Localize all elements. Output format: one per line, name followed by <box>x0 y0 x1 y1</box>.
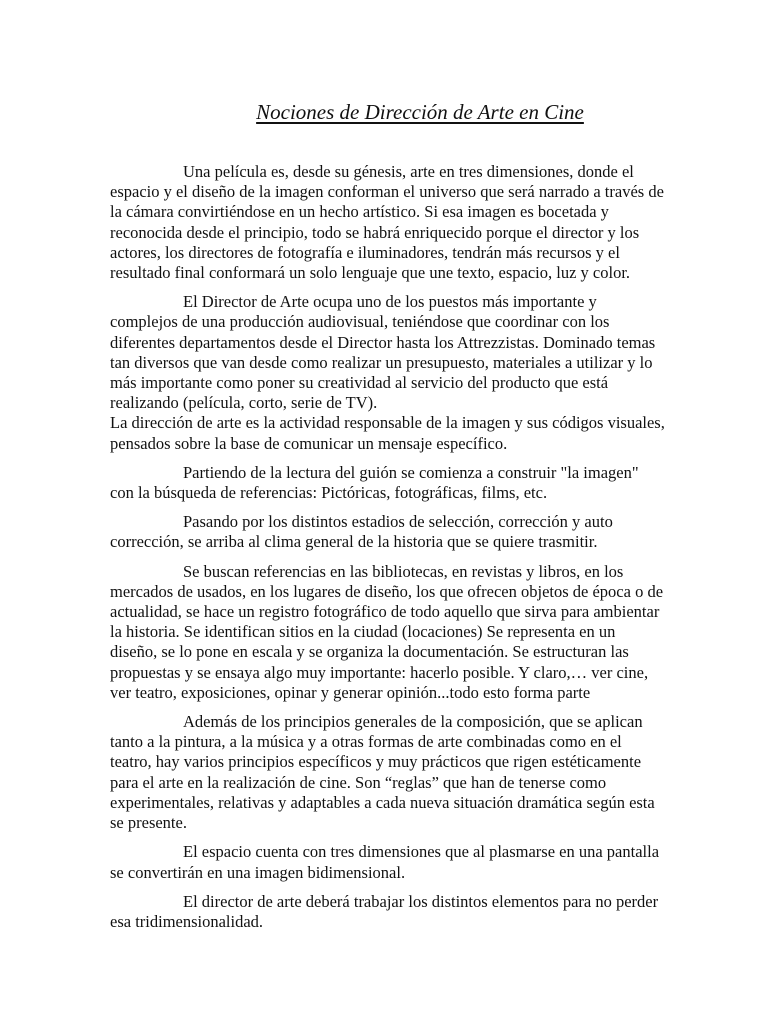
paragraph <box>110 292 665 454</box>
paragraph: Pasando por los distintos estadios de selección, corrección y auto corrección, se arriba al clima general de la historia que se quiere trasmitir. <box>110 512 613 552</box>
paragraph-text: El Director de Arte ocupa uno de los puestos más importante y complejos de una producción audiovisual, teniéndose que coordinar con los diferentes departamentos desde el Director hasta los Attrezzistas. Dominado temas tan diversos que van desde como realizar un presupuesto, materiales a utilizar y lo más importante como poner su creatividad al servicio del producto que está realizando (película, corto, serie de TV). <box>110 292 656 413</box>
paragraph: El espacio cuenta con tres dimensiones que al plasmarse en una pantalla se convertirán en una imagen bidimensional. <box>110 842 660 882</box>
paragraph: El director de arte deberá trabajar los distintos elementos para no perder esa tridimensionalidad. <box>110 891 659 931</box>
document-title: Nociones de Dirección de Arte en Cine <box>256 100 584 124</box>
document-body <box>110 162 665 941</box>
paragraph: Partiendo de la lectura del guión se comienza a construir "la imagen" con la búsqueda de referencias: Pictóricas, fotográficas, films, etc. <box>110 462 639 503</box>
paragraph-continuation: La dirección de arte es la actividad responsable de la imagen y sus códigos visuales, pensados sobre la base de comunicar un mensaje específico. <box>110 413 665 453</box>
paragraph: Una película es, desde su génesis, arte en tres dimensiones, donde el espacio y el diseño de la imagen conforman el universo que será narrado a través de la cámara convirtiéndose en un hecho artístico. Si esa imagen es bocetada y reconocida desde el principio, todo se habrá enriquecido porque el director y los actores, los directores de fotografía e iluminadores, tendrán más recursos y el resultado final conformará un solo lenguaje que une texto, espacio, luz y color. <box>110 162 664 283</box>
paragraph: Además de los principios generales de la composición, que se aplican tanto a la pintura, a la música y a otras formas de arte combinadas como en el teatro, hay varios principios específicos y muy prácticos que rigen estéticamente para el arte en la realización de cine. Son “reglas” que han de tenerse como experimentales, relativas y adaptables a cada nueva situación dramática según esta se presente. <box>110 712 655 833</box>
paragraph: Se buscan referencias en las bibliotecas, en revistas y libros, en los mercados de usados, en los lugares de diseño, los que ofrecen objetos de época o de actualidad, se hace un registro fotográfico de todo aquello que sirva para ambientar la historia. Se identifican sitios en la ciudad (locaciones) Se representa en un diseño, se lo pone en escala y se organiza la documentación. Se estructuran las propuestas y se ensaya algo muy importante: hacerlo posible. Y claro,… ver cine, ver teatro, exposiciones, opinar y generar opinión...todo esto forma parte <box>110 561 664 702</box>
